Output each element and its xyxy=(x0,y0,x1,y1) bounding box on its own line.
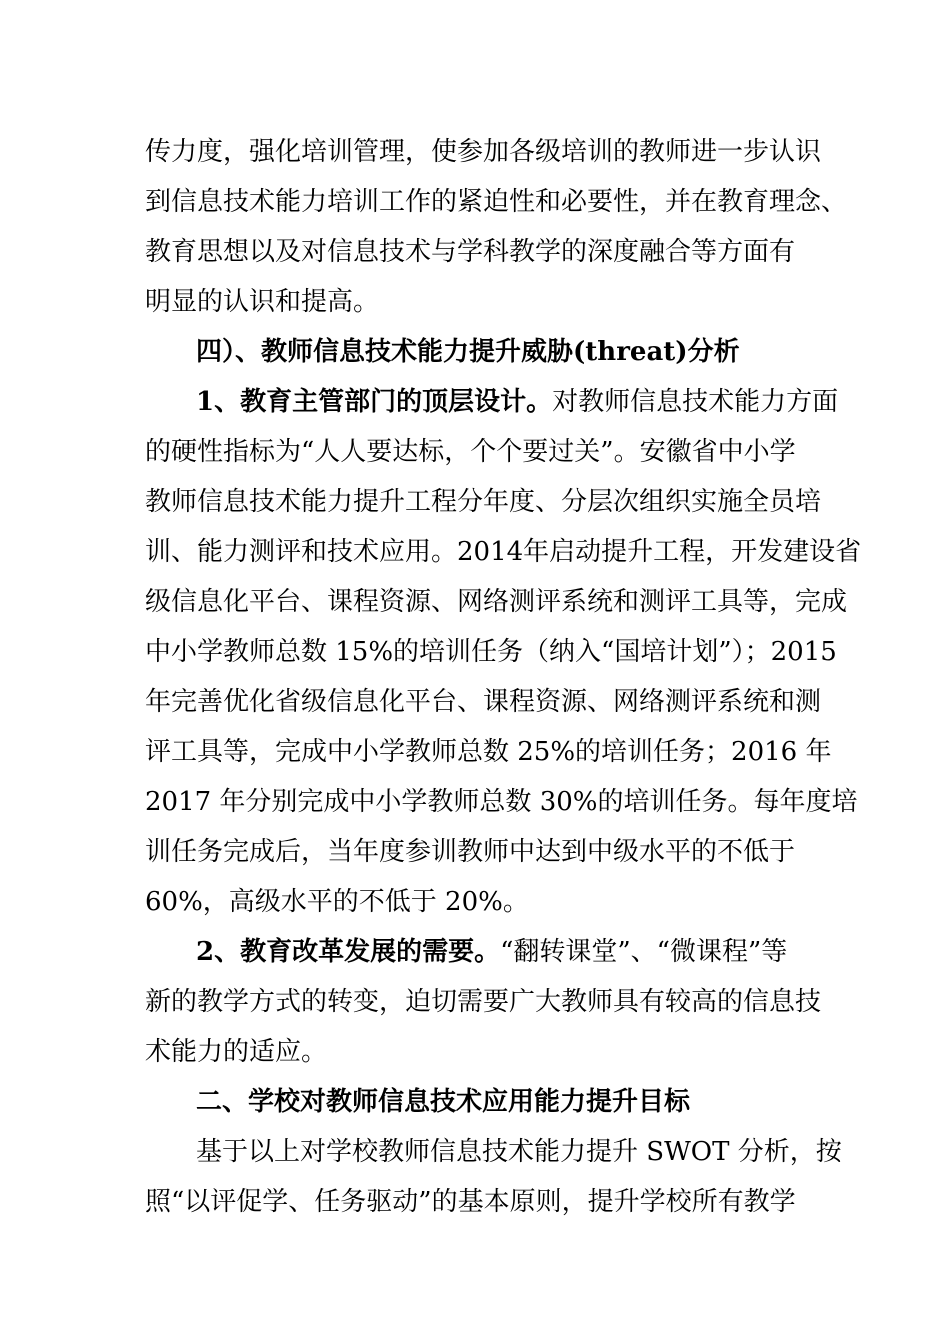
paragraph-line: 级信息化平台、课程资源、网络测评系统和测评工具等，完成 xyxy=(145,587,848,617)
paragraph-line: 基于以上对学校教师信息技术能力提升 SWOT 分析，按 xyxy=(196,1137,842,1167)
paragraph-line: 年完善优化省级信息化平台、课程资源、网络测评系统和测 xyxy=(145,687,822,717)
paragraph-line: 训任务完成后，当年度参训教师中达到中级水平的不低于 xyxy=(145,837,796,867)
paragraph-line: 明显的认识和提高。 xyxy=(145,287,380,317)
section-heading-goal: 二、学校对教师信息技术应用能力提升目标 xyxy=(196,1087,691,1117)
item-2-title: 2、教育改革发展的需要。 xyxy=(196,937,501,967)
paragraph-line: 评工具等，完成中小学教师总数 25%的培训任务；2016 年 xyxy=(145,737,832,767)
item-1-first-line xyxy=(196,382,838,422)
item-1-text: 对教师信息技术能力方面 xyxy=(552,387,839,417)
paragraph-line: 教育思想以及对信息技术与学科教学的深度融合等方面有 xyxy=(145,237,796,267)
paragraph-line: 教师信息技术能力提升工程分年度、分层次组织实施全员培 xyxy=(145,487,822,517)
paragraph-line: 新的教学方式的转变，迫切需要广大教师具有较高的信息技 xyxy=(145,987,822,1017)
section-heading-threat: 四）、教师信息技术能力提升威胁(threat)分析 xyxy=(196,337,740,367)
paragraph-line: 传力度，强化培训管理，使参加各级培训的教师进一步认识 xyxy=(145,137,822,167)
paragraph-line: 训、能力测评和技术应用。2014年启动提升工程，开发建设省 xyxy=(145,537,862,567)
paragraph-line: 术能力的适应。 xyxy=(145,1037,328,1067)
item-2-text: “翻转课堂”、“微课程”等 xyxy=(500,937,788,967)
paragraph-line: 2017 年分别完成中小学教师总数 30%的培训任务。每年度培 xyxy=(145,787,858,817)
paragraph-line: 60%，高级水平的不低于 20%。 xyxy=(145,887,529,917)
paragraph-line: 到信息技术能力培训工作的紧迫性和必要性，并在教育理念、 xyxy=(145,187,848,217)
paragraph-line: 中小学教师总数 15%的培训任务（纳入“国培计划”）；2015 xyxy=(145,637,837,667)
item-1-title: 1、教育主管部门的顶层设计。 xyxy=(196,387,553,417)
paragraph-line: 的硬性指标为“人人要达标，个个要过关”。安徽省中小学 xyxy=(145,437,796,467)
item-2-first-line xyxy=(196,932,787,972)
paragraph-line: 照“以评促学、任务驱动”的基本原则，提升学校所有教学 xyxy=(145,1187,796,1217)
